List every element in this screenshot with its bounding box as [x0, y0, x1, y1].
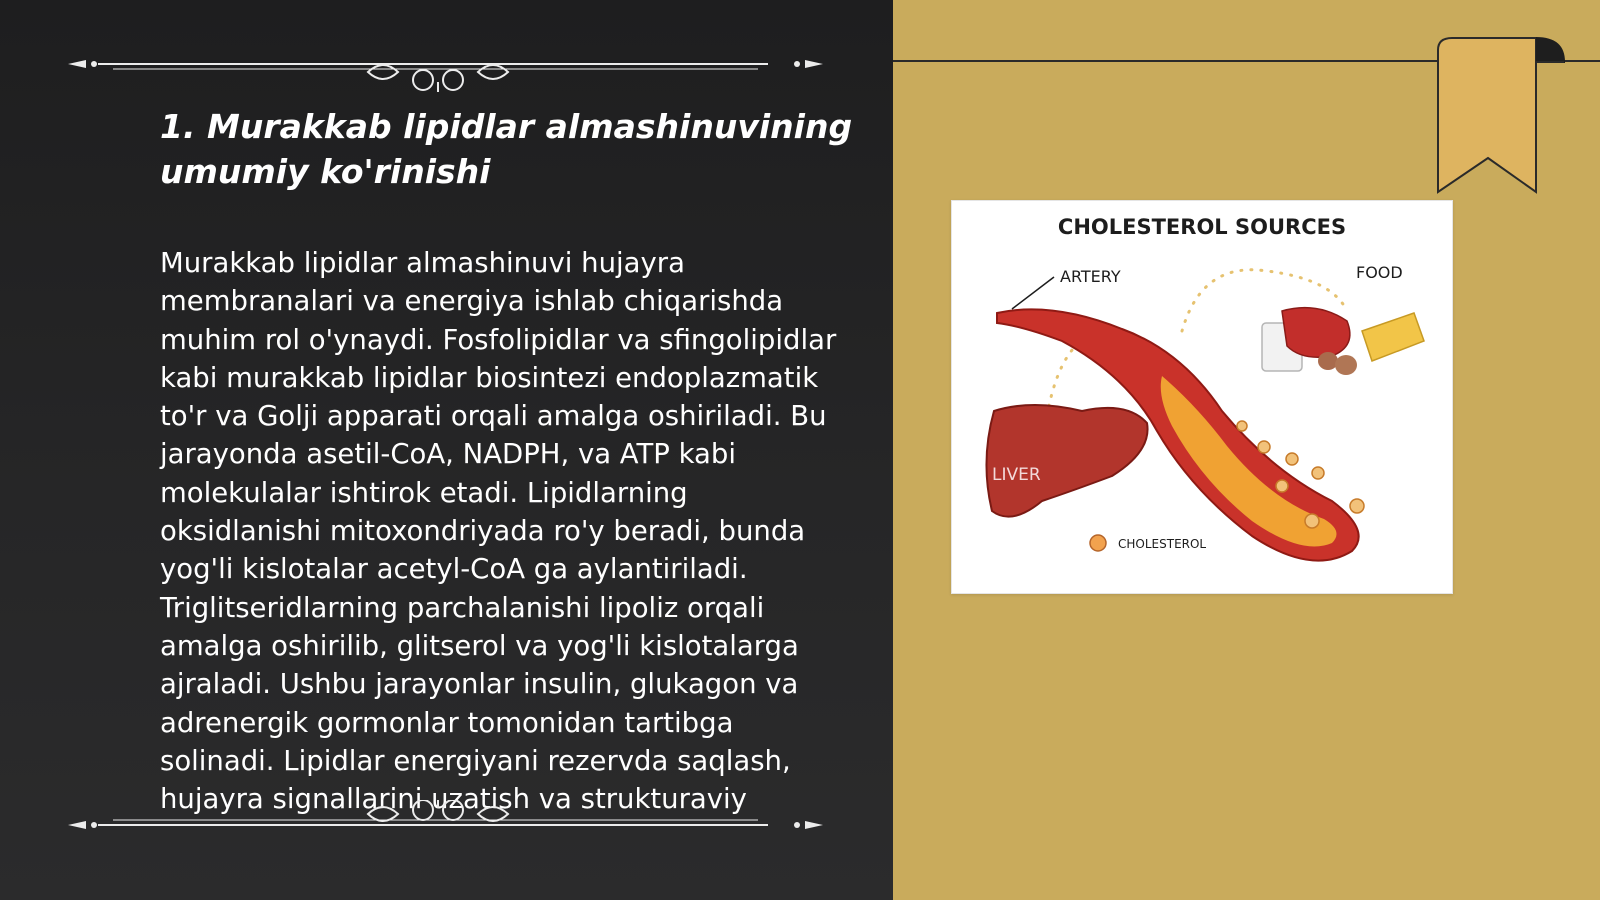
slide-body-text: Murakkab lipidlar almashinuvi hujayra membranalari va energiya ishlab chiqarishda muhim rol o'ynaydi. Fosfolipidlar va sfingolipidlar kabi murakkab lipidlar biosintezi endoplazmatik to'r va Golji apparati orqali amalga oshiriladi. Bu jarayonda asetil-CoA, NADPH, va ATP kabi molekulalar ishtirok etadi. Lipidlarning oksidlanishi mitoxondriyada ro'y beradi, bunda yog'li kislotalar acetyl-CoA ga aylantiriladi. Triglitseridlarning parchalanishi lipoliz orqali amalga oshirilib, glitserol va yog'li kislotalarga ajraladi. Ushbu jarayonlar insulin, glukagon va adrenergik gormonlar tomonidan tartibga solinadi. Lipidlar energiyani rezervda saqlash, hujayra signallarini uzatish va strukturaviy — [160, 247, 837, 816]
figure-label-liver: LIVER — [992, 465, 1041, 485]
figure-legend-cholesterol: CHOLESTEROL — [1118, 537, 1207, 551]
cholesterol-sources-figure — [951, 200, 1453, 594]
image-panel — [893, 0, 1600, 900]
figure-title: CHOLESTEROL SOURCES — [1057, 215, 1347, 239]
slide-title: 1. Murakkab lipidlar almashinuvining umumiy ko'rinishi — [160, 107, 853, 191]
figure-label-artery: ARTERY — [1060, 267, 1121, 286]
cholesterol-illustration-icon — [952, 201, 1452, 593]
figure-label-food: FOOD — [1356, 263, 1403, 282]
bookmark-ribbon-icon — [1436, 36, 1566, 198]
ornament-divider-bottom-icon — [68, 800, 823, 850]
ornament-divider-top-icon — [68, 42, 823, 92]
